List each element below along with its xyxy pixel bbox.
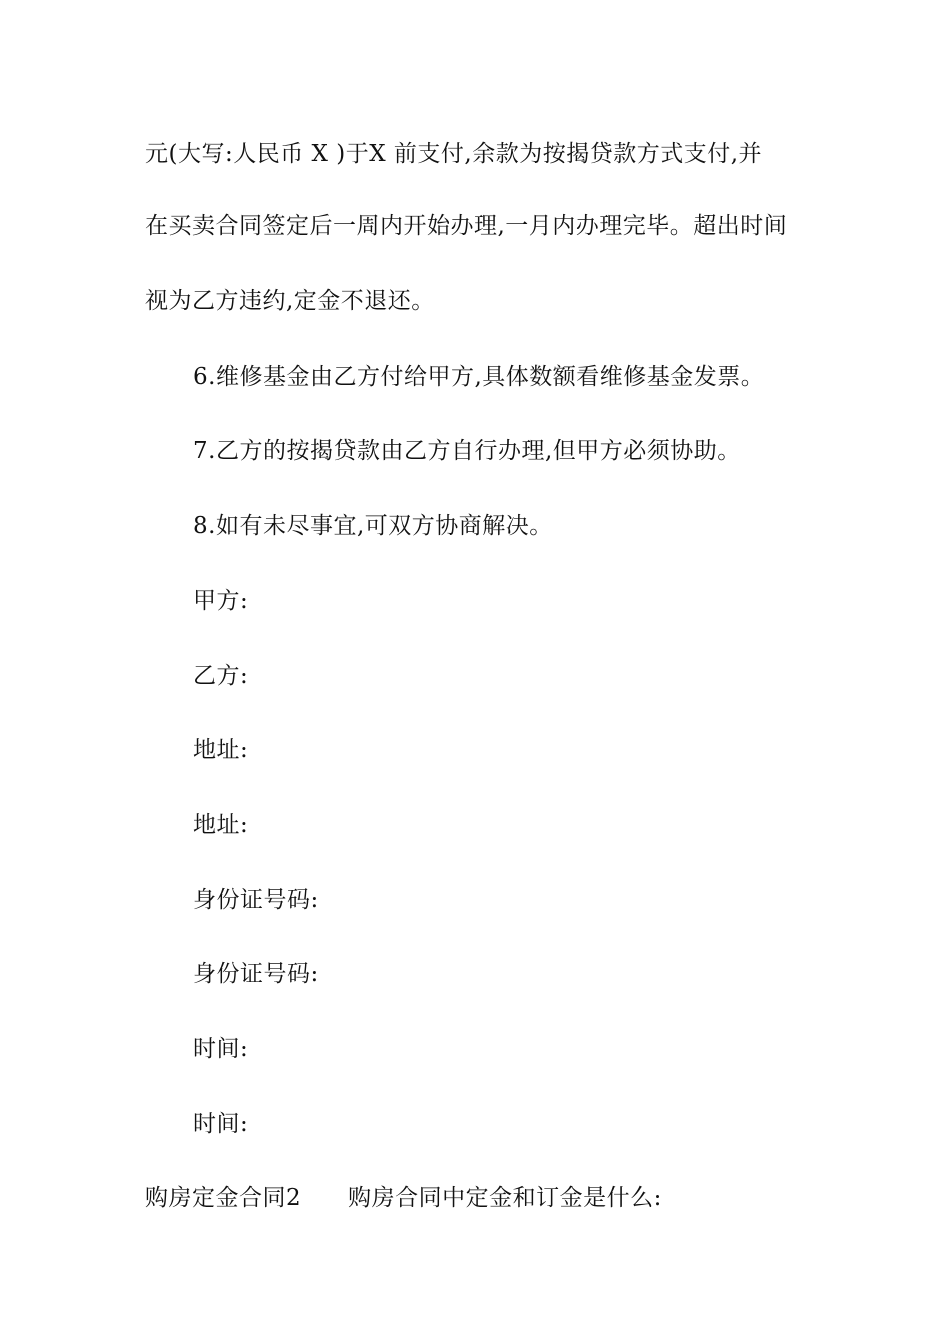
clause-6: 6.维修基金由乙方付给甲方,具体数额看维修基金发票。 <box>193 364 765 390</box>
address-field-b: 地址: <box>193 812 249 838</box>
paragraph-line-2: 在买卖合同签定后一周内开始办理,一月内办理完毕。超出时间 <box>145 213 788 239</box>
paragraph-line-1: 元(大写:人民币 X )于X 前支付,余款为按揭贷款方式支付,并 <box>145 141 762 167</box>
next-section-heading: 购房定金合同2 购房合同中定金和订金是什么: <box>145 1185 662 1211</box>
id-number-field-b: 身份证号码: <box>193 961 319 987</box>
id-number-field-a: 身份证号码: <box>193 887 319 913</box>
date-field-b: 时间: <box>193 1111 249 1137</box>
clause-7: 7.乙方的按揭贷款由乙方自行办理,但甲方必须协助。 <box>193 438 741 464</box>
paragraph-line-3: 视为乙方违约,定金不退还。 <box>145 288 435 314</box>
party-a-field: 甲方: <box>193 588 249 614</box>
party-b-field: 乙方: <box>193 663 249 689</box>
address-field-a: 地址: <box>193 737 249 763</box>
clause-8: 8.如有未尽事宜,可双方协商解决。 <box>193 513 553 539</box>
date-field-a: 时间: <box>193 1036 249 1062</box>
